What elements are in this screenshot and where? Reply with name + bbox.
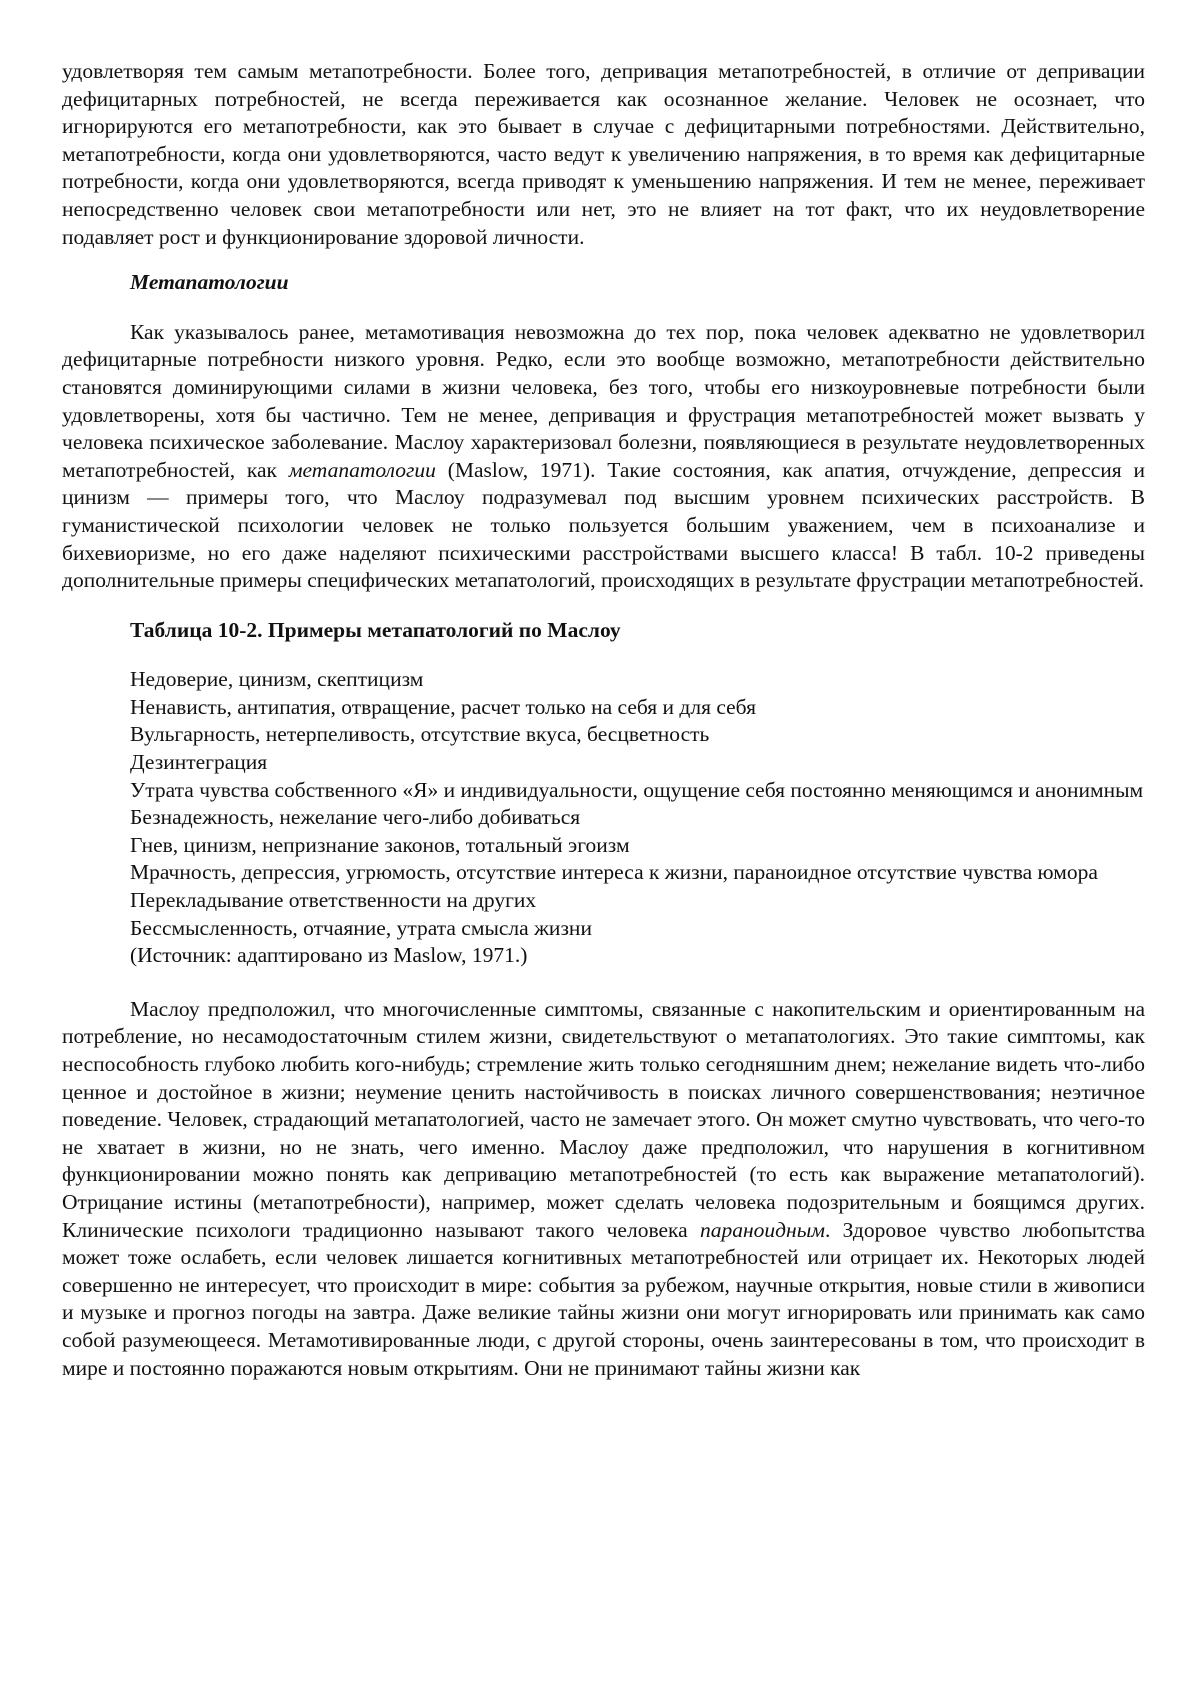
list-item: Дезинтеграция bbox=[130, 750, 268, 775]
term-metapathologies: метапатологии bbox=[288, 457, 436, 482]
paragraph-metapathologies bbox=[62, 319, 1145, 595]
list-item: Мрачность, депрессия, угрюмость, отсутствие интереса к жизни, параноидное отсутствие чувства юмора bbox=[130, 860, 1098, 885]
list-item: Утрата чувства собственного «Я» и индивидуальности, ощущение себя постоянно меняющимся и анонимным bbox=[130, 777, 1144, 802]
table-title: Таблица 10-2. Примеры метапатологий по Маслоу bbox=[130, 617, 621, 642]
paragraph-text: Маслоу предположил, что многочисленные симптомы, связанные с накопительским и ориентированным на потребление, но несамодостаточным стилем жизни, свидетельствуют о метапатологиях. Это такие симптомы, как неспособность глубоко любить кого-нибудь; стремление жить только сегодняшним днем; нежелание видеть что-либо ценное и достойное в жизни; неумение ценить настойчивость в поисках личного совершенствования; неэтичное поведение. Человек, страдающий метапатологией, часто не замечает этого. Он может смутно чувствовать, что чего-то не хватает в жизни, но не знать, чего именно. Маслоу даже предположил, что нарушения в когнитивном функционировании можно понять как депривацию метапотребностей (то есть как выражение метапатологий). Отрицание истины (метапотребности), например, может сделать человека подозрительным и боящимся других. Клинические психологи традиционно называют такого человека bbox=[62, 996, 1145, 1242]
spacer bbox=[62, 970, 1145, 996]
paragraph-text: . Здоровое чувство любопытства может тоже ослабеть, если человек лишается когнитивных метапотребностей или отрицает их. Некоторых людей совершенно не интересует, что происходит в мире: события за рубежом, научные открытия, новые стили в живописи и музыке и прогноз погоды на завтра. Даже великие тайны жизни они могут игнорировать или принимать как само собой разумеющееся. Метамотивированные люди, с другой стороны, очень заинтересованы в том, что происходит в мире и постоянно поражаются новым открытиям. Они не принимают тайны жизни как bbox=[62, 1217, 1145, 1380]
list-item: Вульгарность, нетерпеливость, отсутствие вкуса, бесцветность bbox=[130, 722, 710, 747]
term-paranoid: параноидным bbox=[700, 1217, 825, 1242]
paragraph-symptoms bbox=[62, 996, 1145, 1382]
paragraph-intro: удовлетворяя тем самым метапотребности. Более того, депривация метапотребностей, в отличие от депривации дефицитарных потребностей, не всегда переживается как осознанное желание. Человек не осознает, что игнорируются его метапотребности, как это бывает в случае с дефицитарными потребностями. Действительно, метапотребности, когда они удовлетворяются, часто ведут к увеличению напряжения, в то время как дефицитарные потребности, когда они удовлетворяются, всегда приводят к уменьшению напряжения. И тем не менее, переживает непосредственно человек свои метапотребности или нет, это не влияет на тот факт, что их неудовлетворение подавляет рост и функционирование здоровой личности. bbox=[62, 59, 1145, 249]
list-item: Гнев, цинизм, непризнание законов, тотальный эгоизм bbox=[130, 832, 630, 857]
section-heading-metapathologies: Метапатологии bbox=[130, 270, 289, 295]
list-item: Безнадежность, нежелание чего-либо добиваться bbox=[130, 805, 581, 830]
metapathology-list bbox=[62, 666, 1145, 942]
list-item: Ненависть, антипатия, отвращение, расчет только на себя и для себя bbox=[130, 694, 756, 719]
paragraph-text: Как указывалось ранее, метамотивация невозможна до тех пор, пока человек адекватно не удовлетворил дефицитарные потребности низкого уровня. Редко, если это вообще возможно, метапотребности действительно становятся доминирующими силами в жизни человека, без того, чтобы его низкоуровневые потребности были удовлетворены, хотя бы частично. Тем не менее, депривация и фрустрация метапотребностей может вызвать у человека психическое заболевание. Маслоу характеризовал болезни, появляющиеся в результате неудовлетворенных метапотребностей, как bbox=[62, 319, 1145, 482]
list-item: Бессмысленность, отчаяние, утрата смысла жизни bbox=[130, 915, 592, 940]
table-source-note: (Источник: адаптировано из Maslow, 1971.) bbox=[130, 943, 528, 968]
list-item: Перекладывание ответственности на других bbox=[130, 888, 537, 913]
list-item: Недоверие, цинизм, скептицизм bbox=[130, 667, 424, 692]
paragraph-text: (Maslow, 1971). Такие состояния, как апатия, отчуждение, депрессия и цинизм — примеры того, что Маслоу подразумевал под высшим уровнем психических расстройств. В гуманистической психологии человек не только пользуется большим уважением, чем в психоанализе и бихевиоризме, но его даже наделяют психическими расстройствами высшего класса! В табл. 10-2 приведены дополнительные примеры специфических метапатологий, происходящих в результате фрустрации метапотребностей. bbox=[62, 457, 1145, 593]
